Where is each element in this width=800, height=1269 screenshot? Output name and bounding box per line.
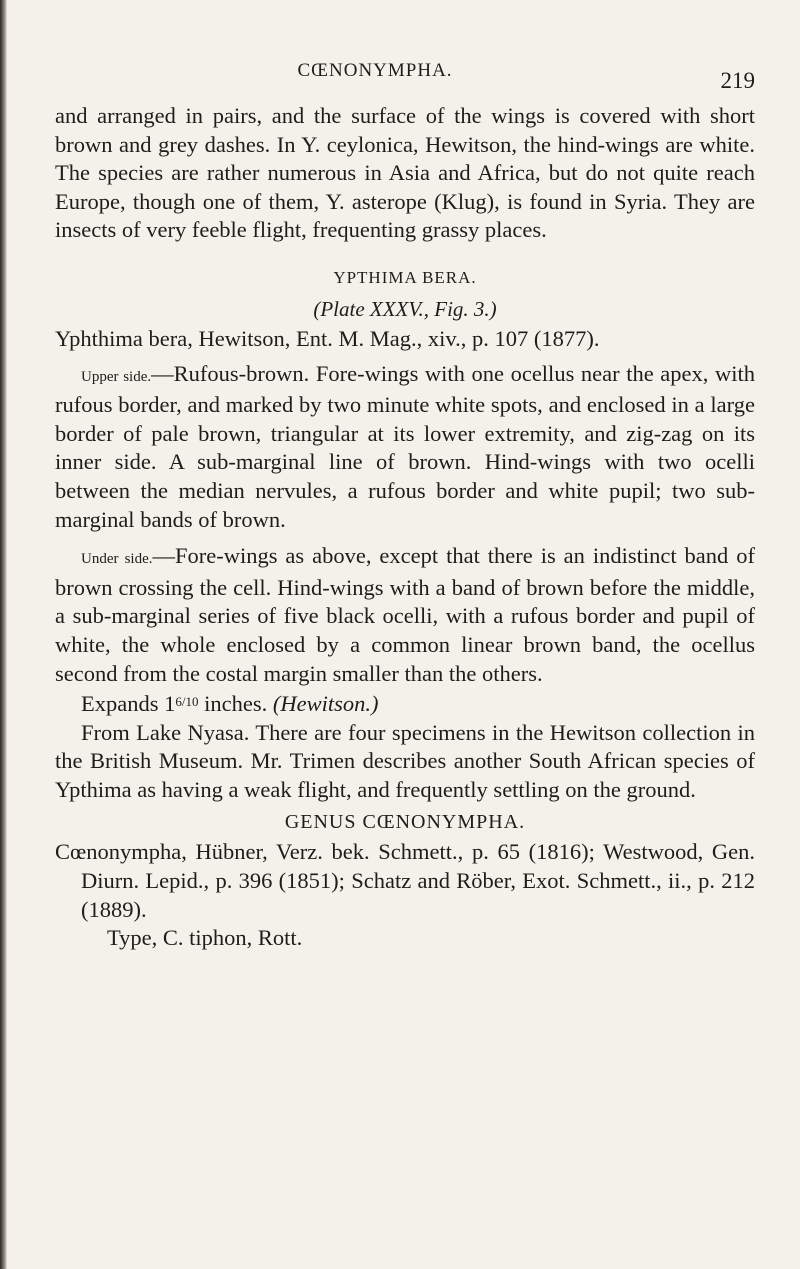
upper-side-paragraph: [55, 360, 755, 535]
genus-type-line: Type, C. tiphon, Rott.: [107, 925, 303, 951]
genus-heading: GENUS CŒNONYMPHA.: [284, 811, 526, 834]
expanse-line: [55, 688, 755, 719]
upper-side-label: Upper side.: [81, 368, 152, 385]
locality-paragraph: From Lake Nyasa. There are four specimens in the Hewitson collection in the British Museum. Mr. Trimen describes another South African species of Ypthima as having a weak flight, and frequently settling on the ground.: [55, 719, 755, 802]
expanse-fraction: 6/10: [175, 694, 199, 710]
page-binding-edge: [0, 0, 7, 1269]
expanse-suffix: inches.: [198, 691, 268, 717]
under-side-text: —Fore-wings as above, except that there is an indistinct band of brown crossing the cell. Hind-wings with a band of brown before the middle, a sub-marginal series of five black ocelli, with a rufous border and pupil of white, the whole enclosed by a common linear brown band, the ocellus second from the costal margin smaller than the others.: [55, 543, 755, 686]
plate-reference: (Plate XXXV., Fig. 3.): [313, 296, 497, 321]
species-citation: Yphthima bera, Hewitson, Ent. M. Mag., xiv., p. 107 (1877).: [55, 325, 600, 351]
running-head: CŒNONYMPHA.: [297, 60, 453, 81]
expanse-authority: (Hewitson.): [272, 691, 379, 717]
page-header: [55, 60, 755, 102]
upper-side-text: —Rufous-brown. Fore-wings with one ocellus near the apex, with rufous border, and marked by two minute white spots, and enclosed in a large border of pale brown, triangular at its lower extremity, and zig-zag on its inner side. A sub-marginal line of brown. Hind-wings with two ocelli between the median nervules, a rufous border and white pupil; two sub-marginal bands of brown.: [55, 360, 755, 532]
expanse-prefix: Expands 1: [81, 691, 176, 717]
species-heading: YPTHIMA BERA.: [333, 267, 477, 287]
under-side-label: Under side.: [81, 551, 153, 568]
page-number: 219: [720, 68, 755, 93]
under-side-paragraph: [55, 542, 755, 688]
book-page: [55, 60, 755, 953]
genus-citation: Cœnonympha, Hübner, Verz. bek. Schmett., p. 65 (1816); Westwood, Gen. Diurn. Lepid., p. 396 (1851); Schatz and Röber, Exot. Schmett., ii., p. 212 (1889).: [55, 839, 755, 922]
intro-paragraph: and arranged in pairs, and the surface of the wings is covered with short brown and grey dashes. In Y. ceylonica, Hewitson, the hind-wings are white. The species are rather numerous in Asia and Africa, but do not quite reach Europe, though one of them, Y. asterope (Klug), is found in Syria. They are insects of very feeble flight, frequenting grassy places.: [55, 103, 755, 243]
